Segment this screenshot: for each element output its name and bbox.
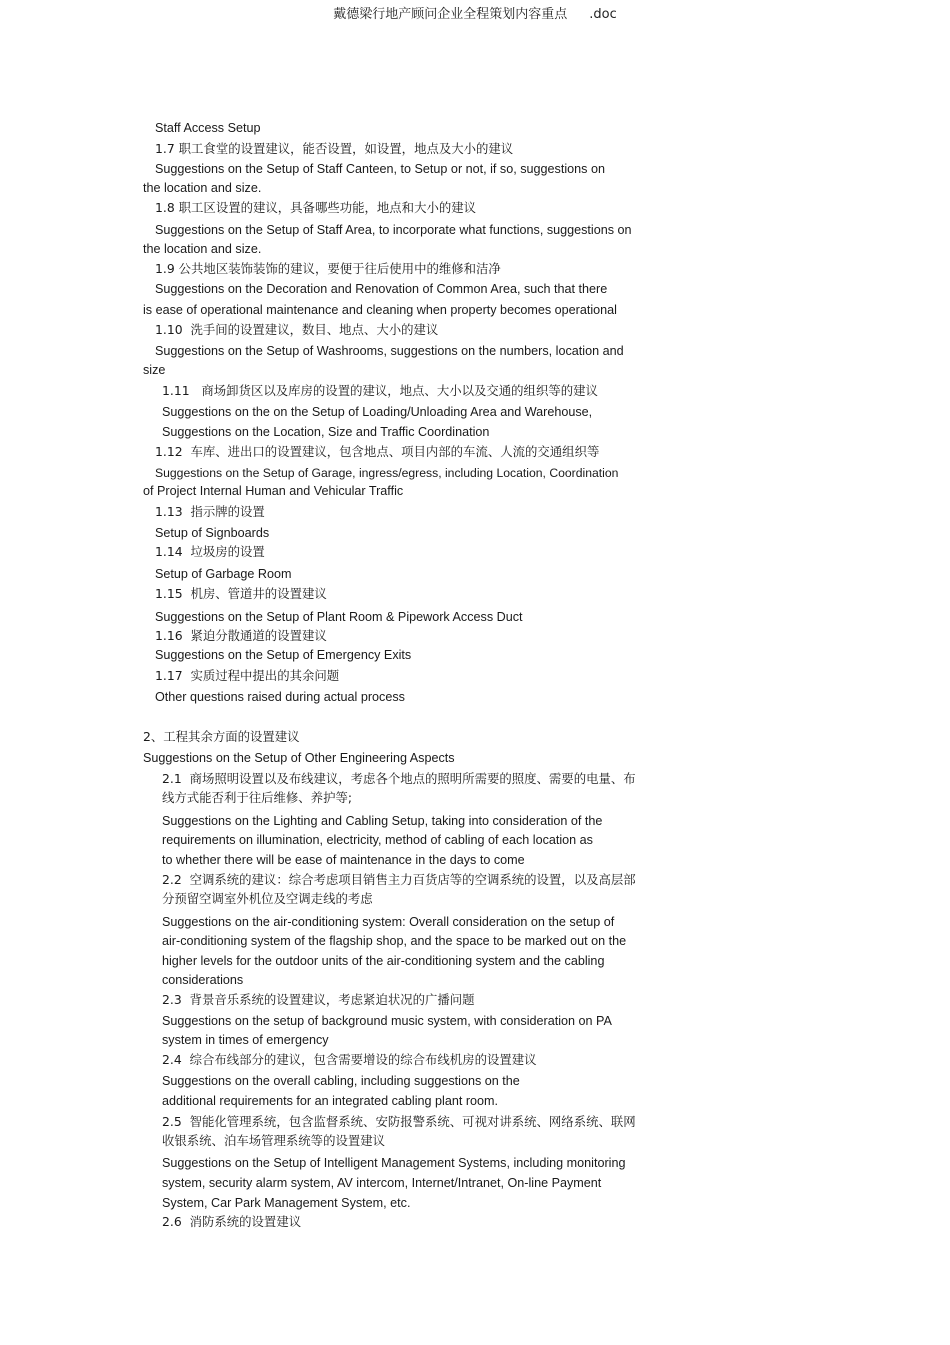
text-line: Suggestions on the Setup of Emergency Exits (155, 648, 412, 662)
text-line: system in times of emergency (162, 1033, 329, 1047)
section-heading: 2.2 空调系统的建议：综合考虑项目销售主力百货店等的空调系统的设置，以及高层部 (162, 872, 636, 887)
text-line: Setup of Signboards (155, 526, 270, 540)
text-line: system, security alarm system, AV intercom, Internet/Intranet, On-line Payment (162, 1176, 602, 1190)
text-line: requirements on illumination, electricity, method of cabling of each location as (162, 833, 593, 847)
text-line: of Project Internal Human and Vehicular Traffic (143, 484, 404, 498)
text-line: Suggestions on the Setup of Garage, ingress/egress, including Location, Coordination (155, 466, 619, 480)
text-line: the location and size. (143, 242, 262, 256)
chapter-heading: 2、工程其余方面的设置建议 (143, 729, 300, 744)
text-line: Suggestions on the on the Setup of Loading/Unloading Area and Warehouse, (162, 405, 593, 419)
section-heading: 1.14 垃圾房的设置 (155, 544, 265, 559)
section-heading: 1.12 车库、进出口的设置建议，包含地点、项目内部的车流、人流的交通组织等 (155, 444, 600, 459)
section-heading: 1.7 职工食堂的设置建议，能否设置，如设置，地点及大小的建议 (155, 141, 514, 156)
section-heading: 1.10 洗手间的设置建议，数目、地点、大小的建议 (155, 322, 439, 337)
section-heading: 1.17 实质过程中提出的其余问题 (155, 668, 340, 683)
text-line: higher levels for the outdoor units of the air-conditioning system and the cabling (162, 954, 605, 968)
text-line: Suggestions on the Setup of Other Engineering Aspects (143, 751, 455, 765)
section-heading: 2.6 消防系统的设置建议 (162, 1214, 302, 1229)
section-heading: 1.9 公共地区装饰装饰的建议，要便于往后使用中的维修和洁净 (155, 261, 501, 276)
text-line: Suggestions on the Setup of Washrooms, suggestions on the numbers, location and (155, 344, 624, 358)
section-heading: 2.3 背景音乐系统的设置建议，考虑紧迫状况的广播问题 (162, 992, 475, 1007)
document-header (0, 3, 950, 22)
text-line: Suggestions on the Setup of Plant Room & Pipework Access Duct (155, 610, 523, 624)
text-line: additional requirements for an integrated cabling plant room. (162, 1094, 499, 1108)
section-heading: 1.15 机房、管道井的设置建议 (155, 586, 327, 601)
section-heading: 2.1 商场照明设置以及布线建议，考虑各个地点的照明所需要的照度、需要的电量、布 (162, 771, 636, 786)
text-line: Suggestions on the air-conditioning system: Overall consideration on the setup of (162, 915, 615, 929)
text-line: 收银系统、泊车场管理系统等的设置建议 (162, 1133, 386, 1148)
section-heading: 1.11 商场卸货区以及库房的设置的建议，地点、大小以及交通的组织等的建议 (162, 383, 598, 398)
text-line: Suggestions on the Location, Size and Traffic Coordination (162, 425, 490, 439)
text-line: considerations (162, 973, 244, 987)
text-line: Setup of Garbage Room (155, 567, 292, 581)
text-line: Suggestions on the Decoration and Renovation of Common Area, such that there (155, 282, 608, 296)
section-heading: 2.4 综合布线部分的建议，包含需要增设的综合布线机房的设置建议 (162, 1052, 537, 1067)
document-title: 戴德梁行地产顾问企业全程策划内容重点 (333, 7, 568, 22)
text-line: is ease of operational maintenance and cleaning when property becomes operational (143, 303, 617, 317)
text-line: air-conditioning system of the flagship shop, and the space to be marked out on the (162, 934, 627, 948)
section-heading: 2.5 智能化管理系统，包含监督系统、安防报警系统、可视对讲系统、网络系统、联网 (162, 1114, 636, 1129)
text-line: to whether there will be ease of maintenance in the days to come (162, 853, 525, 867)
section-heading: 1.8 职工区设置的建议，具备哪些功能，地点和大小的建议 (155, 200, 477, 215)
text-line: Suggestions on the Setup of Intelligent Management Systems, including monitoring (162, 1156, 626, 1170)
text-line: Suggestions on the setup of background music system, with consideration on PA (162, 1014, 612, 1028)
text-line: Suggestions on the Setup of Staff Canteen, to Setup or not, if so, suggestions on (155, 162, 605, 176)
text-line: 线方式能否利于往后维修、养护等; (162, 790, 353, 805)
section-heading: 1.16 紧迫分散通道的设置建议 (155, 628, 327, 643)
text-line: size (143, 363, 166, 377)
text-line: Suggestions on the Setup of Staff Area, to incorporate what functions, suggestions on (155, 223, 632, 237)
text-line: System, Car Park Management System, etc. (162, 1196, 411, 1210)
text-line: Suggestions on the Lighting and Cabling Setup, taking into consideration of the (162, 814, 603, 828)
text-line: Other questions raised during actual process (155, 690, 405, 704)
text-line: Staff Access Setup (155, 121, 261, 135)
text-line: Suggestions on the overall cabling, including suggestions on the (162, 1074, 520, 1088)
text-line: 分预留空调室外机位及空调走线的考虑 (162, 891, 373, 906)
text-line: the location and size. (143, 181, 262, 195)
document-extension: .doc (589, 7, 617, 22)
section-heading: 1.13 指示牌的设置 (155, 504, 265, 519)
